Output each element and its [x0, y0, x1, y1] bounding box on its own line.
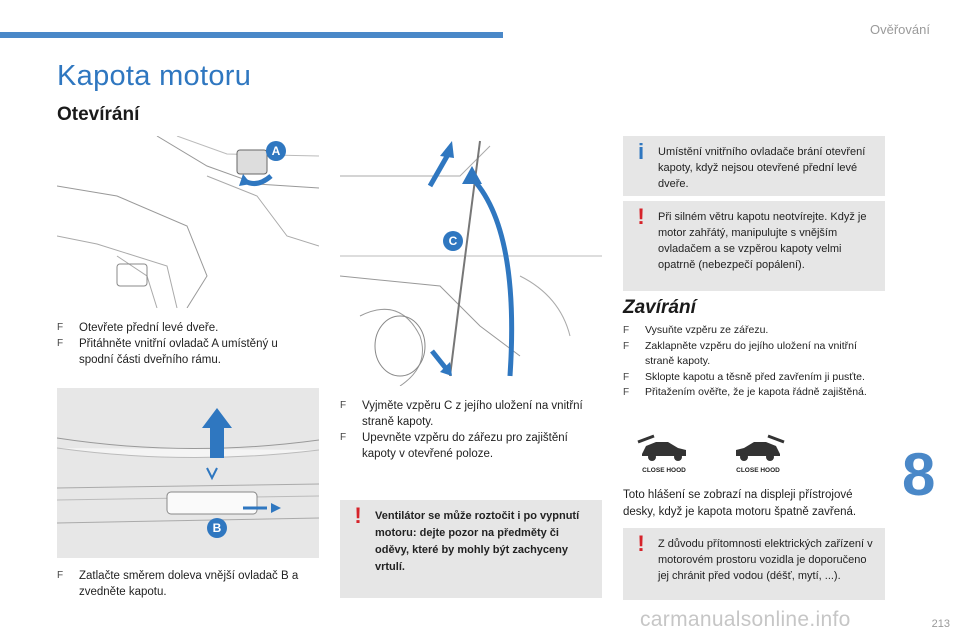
- section-title: Ověřování: [870, 22, 930, 37]
- close-hood-indicator-2: [730, 432, 786, 476]
- list-item: F Sklopte kapotu a těsně před zavřením ji pusťte.: [623, 370, 885, 386]
- callout-c: C: [443, 231, 463, 251]
- bullet-icon: F: [623, 371, 630, 383]
- bullet-icon: F: [340, 400, 347, 411]
- illustration-prop-rod: [340, 136, 602, 386]
- bullet-icon: F: [623, 387, 630, 398]
- steps-outer-lever: [57, 568, 319, 600]
- illustration-inner-lever: [57, 136, 319, 308]
- subtitle-opening: Otevírání: [57, 104, 140, 125]
- info-icon: i: [637, 139, 645, 164]
- steps-closing: [623, 323, 885, 401]
- warning-electric-box: [623, 528, 885, 600]
- list-item: F Přitažením ověřte, že je kapota řádně zajištěná.: [623, 385, 885, 401]
- page-title: Kapota motoru: [57, 60, 252, 92]
- car-trunk-open-icon: [730, 432, 786, 462]
- info-box: [623, 136, 885, 196]
- car-hood-open-icon: [636, 432, 692, 462]
- list-item: F Přitáhněte vnitřní ovladač A umístěný u spodní části dveřního rámu.: [57, 338, 278, 366]
- page-number: 213: [931, 618, 950, 630]
- header-bar: [0, 32, 503, 38]
- bullet-icon: F: [623, 325, 630, 336]
- warning-fan-text: Ventilátor se může roztočit i po vypnutí motoru: dejte pozor na předměty či oděvy, které by mohly být zachyceny vrtulí.: [375, 510, 580, 573]
- list-item: F Zatlačte směrem doleva vnější ovladač B a zvedněte kapotu.: [57, 570, 299, 598]
- bullet-icon: F: [623, 340, 630, 352]
- list-item: F Vysuňte vzpěru ze zářezu.: [623, 323, 885, 339]
- warning-wind-box: [623, 201, 885, 291]
- prop-rod-drawing: [340, 136, 602, 386]
- list-item: F Vyjměte vzpěru C z jejího uložení na vnitřní straně kapoty.: [340, 400, 583, 428]
- watermark: carmanualsonline.info: [640, 608, 851, 631]
- outer-lever-drawing: [57, 388, 319, 558]
- illustration-outer-lever: [57, 388, 319, 558]
- list-item: F Zaklapněte vzpěru do jejího uložení na vnitřní straně kapoty.: [623, 339, 857, 367]
- info-text: Umístění vnitřního ovladače brání otevření kapoty, když nejsou otevřené přední levé dveře.: [658, 146, 866, 190]
- close-hood-label: CLOSE HOOD: [642, 467, 686, 474]
- steps-inner-lever: [57, 320, 307, 368]
- warning-wind-text: Při silném větru kapotu neotvírejte. Když je motor zahřátý, manipulujte s vnějším ovladačem a se vzpěrou kapoty velmi opatrně (nebezpečí popálení).: [658, 211, 867, 271]
- steps-prop-rod: [340, 398, 602, 462]
- bullet-icon: F: [57, 570, 64, 581]
- subtitle-closing: Zavírání: [623, 297, 696, 318]
- inner-lever-drawing: [57, 136, 319, 308]
- warning-fan-box: [340, 500, 602, 598]
- list-item: F Upevněte vzpěru do zářezu pro zajištění kapoty v otevřené poloze.: [340, 432, 568, 460]
- callout-b: B: [207, 518, 227, 538]
- callout-a: A: [266, 141, 286, 161]
- warning-icon: !: [637, 204, 645, 229]
- list-item: F Otevřete přední levé dveře.: [57, 322, 219, 334]
- close-hood-indicator-1: [636, 432, 692, 476]
- chapter-number: 8: [902, 441, 936, 508]
- display-message: Toto hlášení se zobrazí na displeji přístrojové desky, když je kapota motoru špatně zavřená.: [623, 489, 857, 518]
- close-hood-label: CLOSE HOOD: [736, 467, 780, 474]
- warning-icon: !: [637, 531, 645, 556]
- bullet-icon: F: [57, 338, 64, 349]
- warning-electric-text: Z důvodu přítomnosti elektrických zařízení v motorovém prostoru vozidla je doporučeno jej chránit před vodou (déšť, mytí, ...).: [658, 538, 873, 582]
- warning-icon: !: [354, 503, 362, 528]
- bullet-icon: F: [57, 322, 64, 333]
- bullet-icon: F: [340, 432, 347, 443]
